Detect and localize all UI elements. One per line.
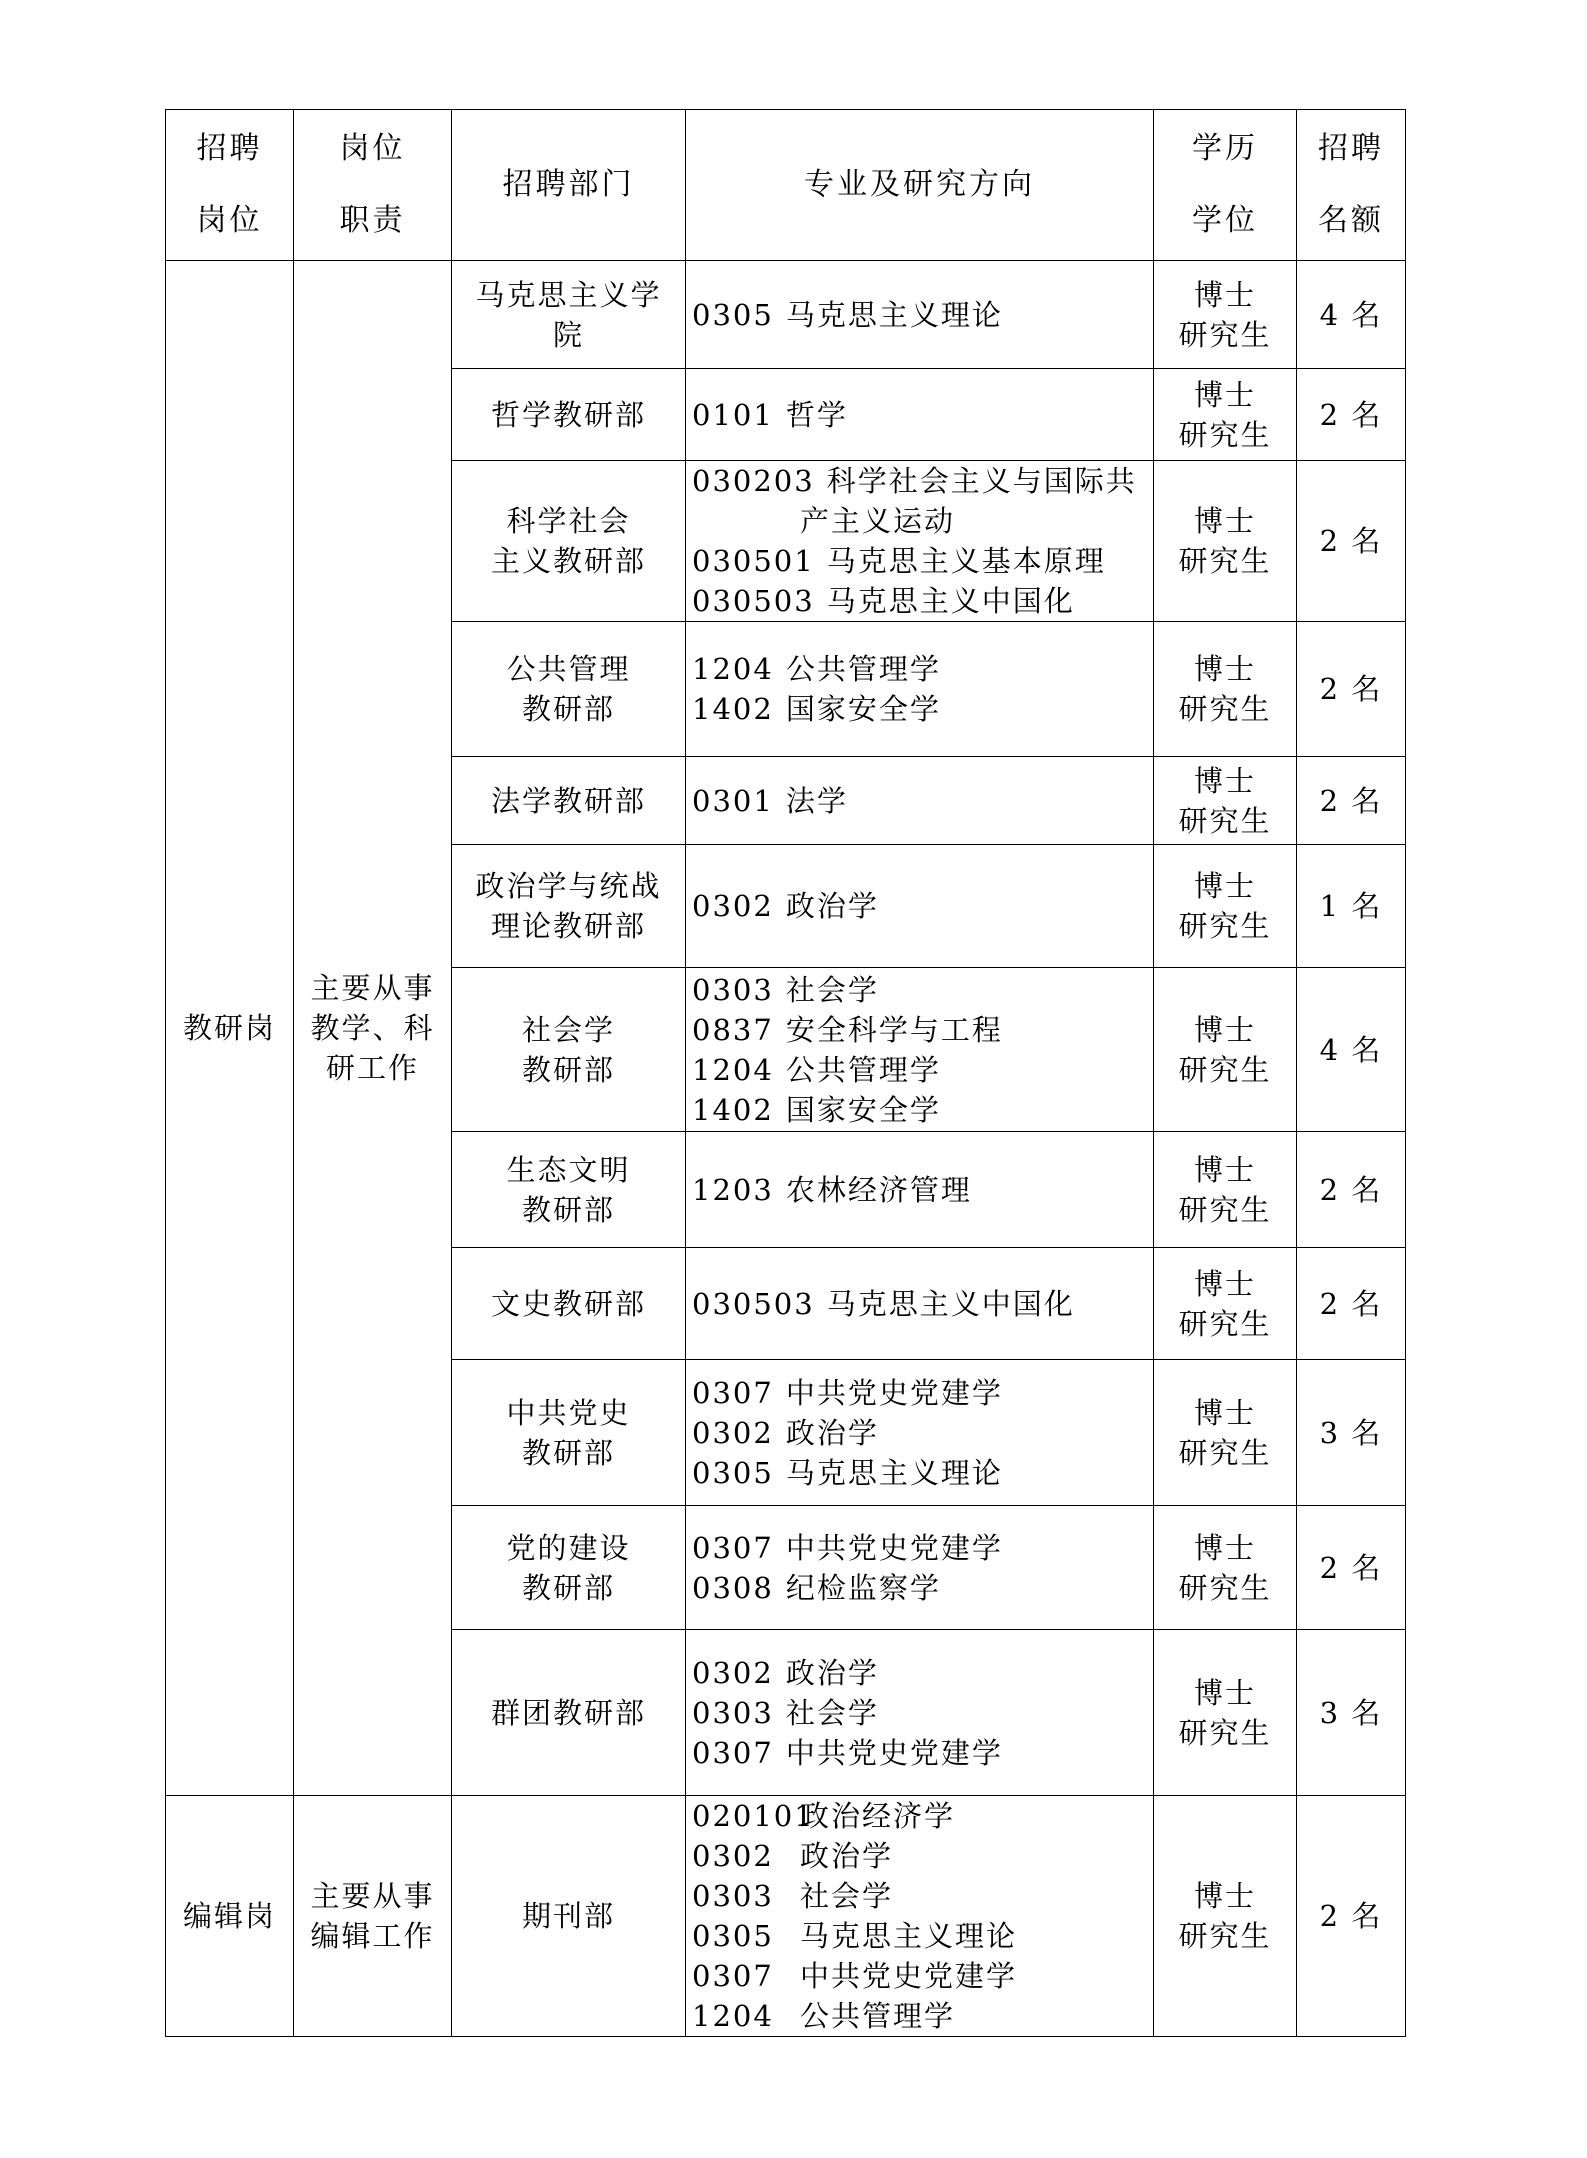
degree-line: 博士 bbox=[1193, 1530, 1256, 1565]
major-line bbox=[692, 581, 1147, 621]
major-line bbox=[692, 1284, 1147, 1324]
major-line bbox=[692, 1170, 1147, 1210]
major-line bbox=[692, 1373, 1147, 1413]
header-dept: 招聘部门 bbox=[452, 110, 686, 261]
major-cell bbox=[686, 1132, 1154, 1248]
dept-line: 马克思主义学 bbox=[475, 277, 662, 312]
major-code: 0305 bbox=[692, 1455, 774, 1490]
dept-cell bbox=[452, 968, 686, 1132]
dept-line: 教研部 bbox=[521, 1435, 615, 1470]
major-code: 0307 bbox=[692, 1959, 774, 1993]
degree-line: 博士 bbox=[1193, 763, 1256, 798]
quota-cell: 2 名 bbox=[1297, 757, 1406, 845]
header-row bbox=[166, 110, 1406, 261]
major-code: 1402 bbox=[692, 692, 774, 726]
position-cell: 教研岗 bbox=[166, 261, 294, 1796]
degree-cell bbox=[1154, 461, 1297, 622]
major-name: 公共管理学 bbox=[800, 1999, 956, 2033]
major-line bbox=[692, 1836, 1147, 1876]
major-name: 中共党史党建学 bbox=[785, 1735, 1003, 1770]
duty-line: 教学、科 bbox=[310, 1011, 435, 1045]
major-cell bbox=[686, 1630, 1154, 1796]
degree-cell bbox=[1154, 968, 1297, 1132]
major-name: 马克思主义基本原理 bbox=[826, 544, 1106, 578]
degree-line: 研究生 bbox=[1178, 1570, 1272, 1605]
major-line bbox=[692, 1693, 1147, 1733]
header-quota: 招聘 名额 bbox=[1297, 110, 1406, 261]
major-line bbox=[692, 1413, 1147, 1453]
dept-line: 期刊部 bbox=[521, 1899, 615, 1933]
degree-line: 博士 bbox=[1193, 869, 1256, 903]
major-code: 030501 bbox=[692, 544, 815, 578]
major-line bbox=[692, 1453, 1147, 1493]
quota-cell: 2 名 bbox=[1297, 1132, 1406, 1248]
recruitment-table bbox=[165, 109, 1406, 2037]
major-name: 政治学 bbox=[785, 1415, 879, 1450]
major-name: 安全科学与工程 bbox=[785, 1012, 1003, 1047]
major-name: 社会学 bbox=[785, 972, 879, 1007]
major-name: 纪检监察学 bbox=[785, 1570, 941, 1605]
degree-line: 研究生 bbox=[1178, 1052, 1272, 1087]
dept-line: 群团教研部 bbox=[490, 1695, 646, 1730]
major-cell bbox=[686, 968, 1154, 1132]
dept-line: 党的建设 bbox=[506, 1530, 631, 1565]
major-line bbox=[692, 1050, 1147, 1090]
major-cell bbox=[686, 757, 1154, 845]
header-degree: 学历 学位 bbox=[1154, 110, 1297, 261]
major-line bbox=[692, 649, 1147, 689]
degree-line: 研究生 bbox=[1178, 909, 1272, 943]
major-line bbox=[692, 1796, 1147, 1836]
degree-line: 博士 bbox=[1193, 504, 1256, 538]
major-name: 哲学 bbox=[785, 397, 848, 432]
dept-cell bbox=[452, 1132, 686, 1248]
major-line bbox=[692, 1733, 1147, 1773]
major-name: 马克思主义理论 bbox=[800, 1919, 1018, 1953]
major-cell bbox=[686, 1360, 1154, 1506]
dept-line: 教研部 bbox=[521, 1570, 615, 1605]
major-code: 1204 bbox=[692, 652, 774, 686]
degree-line: 研究生 bbox=[1178, 1192, 1272, 1227]
dept-cell bbox=[452, 1506, 686, 1630]
dept-cell bbox=[452, 1630, 686, 1796]
major-cell bbox=[686, 461, 1154, 622]
major-name: 国家安全学 bbox=[785, 692, 941, 726]
degree-line: 博士 bbox=[1193, 1266, 1256, 1301]
major-code: 1402 bbox=[692, 1092, 774, 1127]
dept-line: 生态文明 bbox=[506, 1152, 631, 1187]
degree-line: 博士 bbox=[1193, 652, 1256, 686]
major-code: 030203 bbox=[692, 464, 815, 498]
major-name: 法学 bbox=[785, 783, 848, 818]
major-line bbox=[692, 1528, 1147, 1568]
major-code: 0305 bbox=[692, 1919, 774, 1953]
dept-cell bbox=[452, 461, 686, 622]
dept-cell bbox=[452, 1796, 686, 2037]
major-code: 0302 bbox=[692, 1655, 774, 1690]
quota-cell: 3 名 bbox=[1297, 1360, 1406, 1506]
major-code: 0307 bbox=[692, 1375, 774, 1410]
degree-line: 研究生 bbox=[1178, 1306, 1272, 1341]
major-cell bbox=[686, 369, 1154, 461]
major-line bbox=[692, 1996, 1147, 2036]
major-line bbox=[692, 1916, 1147, 1956]
degree-line: 博士 bbox=[1193, 1012, 1256, 1047]
quota-cell: 2 名 bbox=[1297, 1796, 1406, 2037]
degree-line: 博士 bbox=[1193, 1879, 1256, 1913]
dept-line: 教研部 bbox=[521, 1192, 615, 1227]
quota-cell: 4 名 bbox=[1297, 261, 1406, 369]
dept-line: 理论教研部 bbox=[490, 909, 646, 943]
major-name: 中共党史党建学 bbox=[785, 1375, 1003, 1410]
table-header bbox=[166, 110, 1406, 261]
degree-line: 研究生 bbox=[1178, 417, 1272, 452]
major-code: 0308 bbox=[692, 1570, 774, 1605]
degree-cell bbox=[1154, 845, 1297, 968]
dept-line: 政治学与统战 bbox=[475, 869, 662, 903]
dept-line: 社会学 bbox=[521, 1012, 615, 1047]
major-name: 社会学 bbox=[785, 1695, 879, 1730]
major-line bbox=[692, 1090, 1147, 1130]
dept-line: 教研部 bbox=[521, 692, 615, 726]
degree-cell bbox=[1154, 622, 1297, 757]
major-name: 政治学 bbox=[785, 1655, 879, 1690]
degree-line: 研究生 bbox=[1178, 1435, 1272, 1470]
major-cell bbox=[686, 1506, 1154, 1630]
dept-cell bbox=[452, 1248, 686, 1360]
duty-line: 主要从事 bbox=[310, 1879, 435, 1913]
dept-line: 法学教研部 bbox=[490, 783, 646, 818]
degree-line: 研究生 bbox=[1178, 544, 1272, 578]
dept-cell bbox=[452, 1360, 686, 1506]
table-row bbox=[166, 1796, 1406, 2037]
table-body bbox=[166, 261, 1406, 2037]
major-name: 马克思主义中国化 bbox=[826, 1286, 1075, 1321]
duty-line: 编辑工作 bbox=[310, 1919, 435, 1953]
major-name: 中共党史党建学 bbox=[800, 1959, 1018, 1993]
major-name: 马克思主义理论 bbox=[785, 1455, 1003, 1490]
major-line bbox=[692, 886, 1147, 926]
major-line bbox=[692, 295, 1147, 335]
degree-cell bbox=[1154, 1132, 1297, 1248]
major-code: 0837 bbox=[692, 1012, 774, 1047]
dept-line: 中共党史 bbox=[506, 1395, 631, 1430]
major-code: 020101 bbox=[692, 1799, 815, 1833]
major-line bbox=[692, 461, 1147, 501]
degree-line: 研究生 bbox=[1178, 692, 1272, 726]
major-code: 1204 bbox=[692, 1999, 774, 2033]
dept-line: 哲学教研部 bbox=[490, 397, 646, 432]
degree-line: 研究生 bbox=[1178, 1919, 1272, 1953]
quota-cell: 2 名 bbox=[1297, 1506, 1406, 1630]
major-line bbox=[692, 1010, 1147, 1050]
degree-cell bbox=[1154, 1248, 1297, 1360]
dept-line: 文史教研部 bbox=[490, 1286, 646, 1321]
major-code: 0303 bbox=[692, 972, 774, 1007]
major-line bbox=[692, 541, 1147, 581]
major-line bbox=[692, 1568, 1147, 1608]
quota-cell: 3 名 bbox=[1297, 1630, 1406, 1796]
dept-cell bbox=[452, 757, 686, 845]
degree-line: 博士 bbox=[1193, 1675, 1256, 1710]
major-name: 马克思主义理论 bbox=[785, 297, 1003, 332]
major-line bbox=[692, 1653, 1147, 1693]
degree-line: 博士 bbox=[1193, 1152, 1256, 1187]
duty-line: 研工作 bbox=[325, 1051, 419, 1085]
header-duty: 岗位 职责 bbox=[294, 110, 452, 261]
dept-cell bbox=[452, 261, 686, 369]
major-code: 0301 bbox=[692, 783, 774, 818]
major-name: 政治经济学 bbox=[800, 1799, 956, 1833]
dept-line: 院 bbox=[552, 317, 584, 352]
major-line bbox=[692, 970, 1147, 1010]
dept-line: 公共管理 bbox=[506, 652, 631, 686]
dept-line: 教研部 bbox=[521, 1052, 615, 1087]
major-code: 0305 bbox=[692, 297, 774, 332]
major-line bbox=[692, 781, 1147, 821]
degree-cell bbox=[1154, 1360, 1297, 1506]
degree-cell bbox=[1154, 1506, 1297, 1630]
degree-line: 研究生 bbox=[1178, 317, 1272, 352]
degree-cell bbox=[1154, 369, 1297, 461]
major-cell bbox=[686, 1248, 1154, 1360]
major-line bbox=[692, 395, 1147, 435]
major-code: 1203 bbox=[692, 1172, 774, 1207]
major-name: 政治学 bbox=[785, 889, 879, 923]
major-code: 030503 bbox=[692, 1286, 815, 1321]
major-code: 0302 bbox=[692, 1839, 774, 1873]
quota-cell: 4 名 bbox=[1297, 968, 1406, 1132]
major-name: 公共管理学 bbox=[785, 652, 941, 686]
major-code: 0303 bbox=[692, 1879, 774, 1913]
quota-cell: 2 名 bbox=[1297, 369, 1406, 461]
dept-cell bbox=[452, 845, 686, 968]
major-cell bbox=[686, 1796, 1154, 2037]
degree-line: 博士 bbox=[1193, 377, 1256, 412]
major-name: 科学社会主义与国际共 bbox=[826, 464, 1137, 498]
major-code: 0303 bbox=[692, 1695, 774, 1730]
major-code: 0307 bbox=[692, 1735, 774, 1770]
duty-line: 主要从事 bbox=[310, 971, 435, 1005]
major-cell bbox=[686, 845, 1154, 968]
header-major: 专业及研究方向 bbox=[686, 110, 1154, 261]
degree-cell bbox=[1154, 261, 1297, 369]
major-line bbox=[692, 689, 1147, 729]
quota-cell: 1 名 bbox=[1297, 845, 1406, 968]
major-code: 0101 bbox=[692, 397, 774, 432]
header-position: 招聘 岗位 bbox=[166, 110, 294, 261]
major-code: 0302 bbox=[692, 889, 774, 923]
major-name: 农林经济管理 bbox=[785, 1172, 972, 1207]
quota-cell: 2 名 bbox=[1297, 461, 1406, 622]
dept-line: 主义教研部 bbox=[490, 544, 646, 578]
degree-line: 研究生 bbox=[1178, 1715, 1272, 1750]
major-code: 030503 bbox=[692, 584, 815, 618]
quota-cell: 2 名 bbox=[1297, 622, 1406, 757]
major-name: 社会学 bbox=[800, 1879, 894, 1913]
major-line bbox=[692, 1956, 1147, 1996]
major-line bbox=[692, 1876, 1147, 1916]
dept-cell bbox=[452, 369, 686, 461]
dept-cell bbox=[452, 622, 686, 757]
duty-cell bbox=[294, 1796, 452, 2037]
degree-cell bbox=[1154, 1630, 1297, 1796]
major-cell bbox=[686, 261, 1154, 369]
major-cell bbox=[686, 622, 1154, 757]
degree-line: 博士 bbox=[1193, 1395, 1256, 1430]
major-name: 公共管理学 bbox=[785, 1052, 941, 1087]
degree-line: 博士 bbox=[1193, 277, 1256, 312]
major-name: 政治学 bbox=[800, 1839, 894, 1873]
dept-line: 科学社会 bbox=[506, 504, 631, 538]
table-row bbox=[166, 261, 1406, 369]
major-code: 1204 bbox=[692, 1052, 774, 1087]
major-name-cont: 产主义运动 bbox=[800, 504, 956, 538]
major-name: 中共党史党建学 bbox=[785, 1530, 1003, 1565]
degree-line: 研究生 bbox=[1178, 803, 1272, 838]
duty-cell bbox=[294, 261, 452, 1796]
degree-cell bbox=[1154, 757, 1297, 845]
major-name: 国家安全学 bbox=[785, 1092, 941, 1127]
position-cell: 编辑岗 bbox=[166, 1796, 294, 2037]
major-code: 0302 bbox=[692, 1415, 774, 1450]
quota-cell: 2 名 bbox=[1297, 1248, 1406, 1360]
major-name: 马克思主义中国化 bbox=[826, 584, 1075, 618]
major-code: 0307 bbox=[692, 1530, 774, 1565]
degree-cell bbox=[1154, 1796, 1297, 2037]
